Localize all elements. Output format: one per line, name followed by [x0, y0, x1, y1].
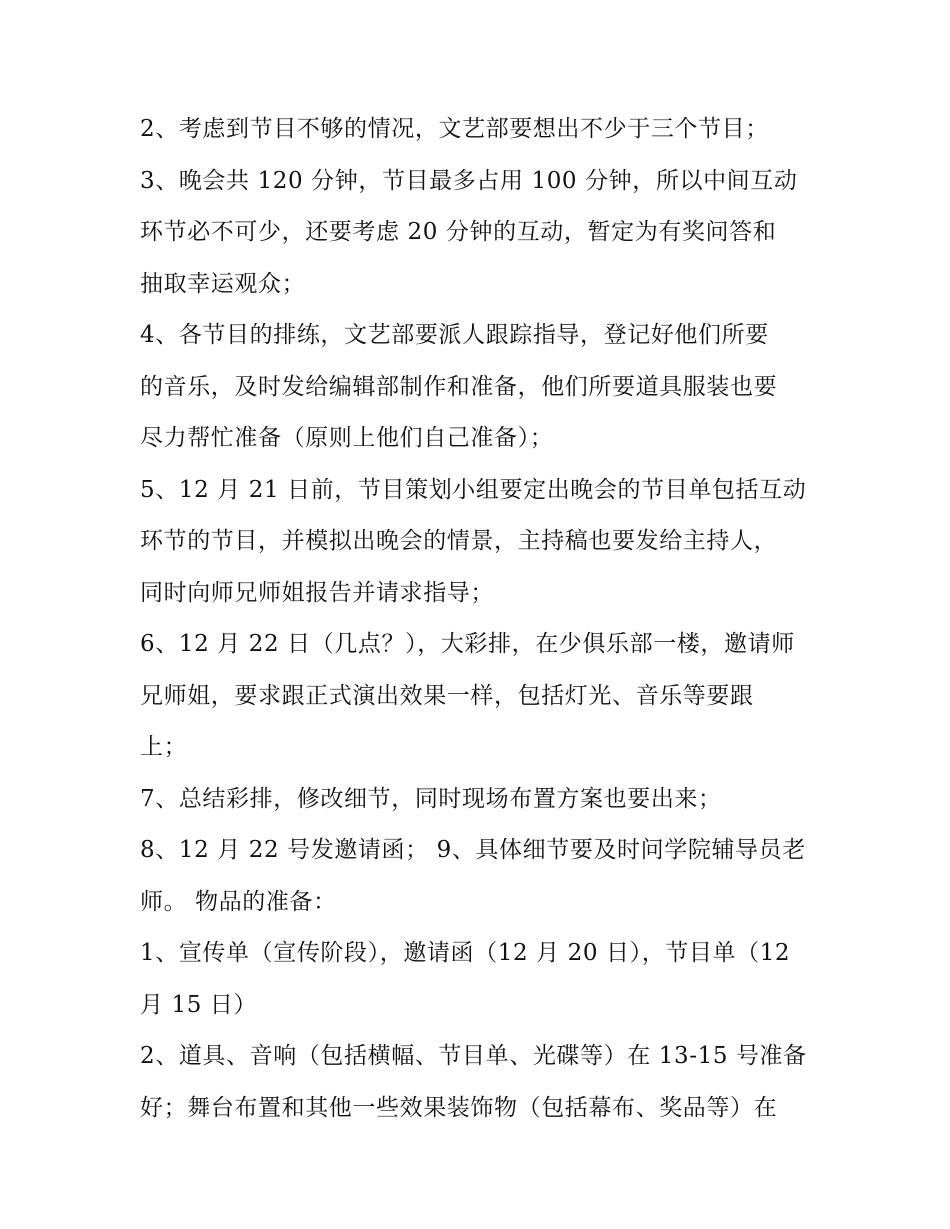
text-line: 上；	[140, 734, 188, 760]
text-line: 5、12 月 21 日前，节目策划小组要定出晚会的节目单包括互动	[140, 476, 807, 503]
text-line: 师。 物品的准备：	[140, 888, 337, 915]
text-line: 尽力帮忙准备（原则上他们自己准备）；	[140, 425, 554, 451]
text-line: 6、12 月 22 日（几点？），大彩排，在少俱乐部一楼，邀请师	[140, 631, 795, 657]
text-line: 抽取幸运观众；	[140, 270, 306, 297]
text-line: 8、12 月 22 号发邀请函； 9、具体细节要及时问学院辅导员老	[140, 837, 806, 863]
text-line: 2、考虑到节目不够的情况，文艺部要想出不少于三个节目；	[140, 116, 769, 142]
text-line: 同时向师兄师姐报告并请求指导；	[140, 579, 494, 606]
text-line: 7、总结彩排，修改细节，同时现场布置方案也要出来；	[140, 785, 722, 812]
text-line: 环节必不可少，还要考虑 20 分钟的互动，暂定为有奖问答和	[140, 219, 777, 245]
text-line: 3、晚会共 120 分钟，节目最多占用 100 分钟，所以中间互动	[140, 167, 798, 194]
text-line: 兄师姐，要求跟正式演出效果一样，包括灯光、音乐等要跟	[140, 682, 754, 709]
text-line: 环节的节目，并模拟出晚会的情景，主持稿也要发给主持人，	[140, 528, 778, 554]
document-body	[140, 104, 840, 1134]
text-line: 好；舞台布置和其他一些效果装饰物（包括幕布、奖品等）在	[140, 1094, 778, 1121]
text-line: 2、道具、音响（包括横幅、节目单、光碟等）在 13-15 号准备	[140, 1043, 807, 1069]
text-line: 1、宣传单（宣传阶段），邀请函（12 月 20 日），节目单（12	[140, 940, 791, 966]
text-line: 的音乐，及时发给编辑部制作和准备，他们所要道具服装也要	[140, 373, 778, 400]
text-line: 4、各节目的排练，文艺部要派人跟踪指导，登记好他们所要	[140, 322, 769, 348]
text-line: 月 15 日）	[140, 991, 258, 1018]
